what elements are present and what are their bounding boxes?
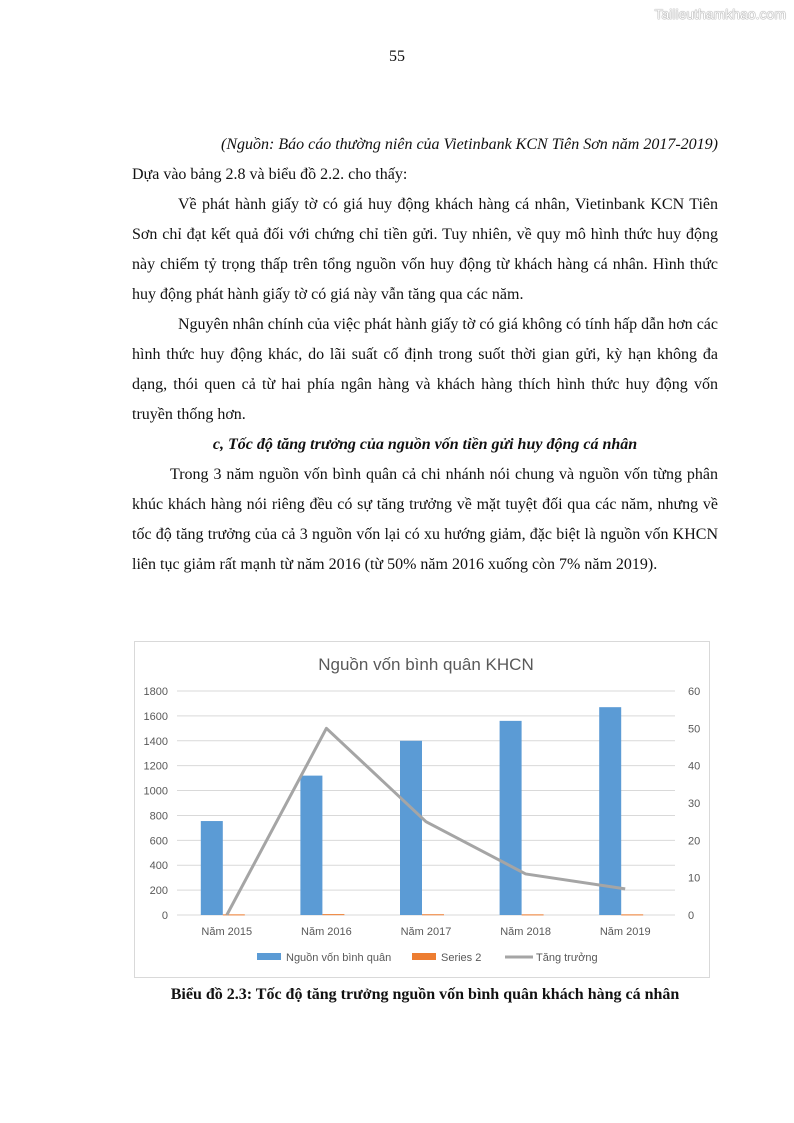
y-tick-label-left: 400 xyxy=(149,860,168,873)
bar-nguon-von xyxy=(599,707,621,915)
y-tick-label-right: 20 xyxy=(688,835,701,848)
line-tang-truong xyxy=(227,728,625,915)
legend-label: Tăng trưởng xyxy=(536,952,598,964)
watermark: Tailieuthamkhao.com xyxy=(654,6,786,22)
legend-swatch xyxy=(412,953,436,960)
paragraph-reasons: Nguyên nhân chính của việc phát hành giấy tờ có giá không có tính hấp dẫn hơn các hình thức huy động khác, do lãi suất cố định trong suốt thời gian gửi, kỳ hạn không đa dạng, thói quen cả từ hai phía ngân hàng và khách hàng thích hình thức huy động vốn truyền thống hơn. xyxy=(132,316,718,423)
chart-caption: Biểu đồ 2.3: Tốc độ tăng trưởng nguồn vốn bình quân khách hàng cá nhân xyxy=(170,986,680,1003)
bar-series-2 xyxy=(322,914,344,915)
y-tick-label-left: 800 xyxy=(149,810,168,823)
page-number: 55 xyxy=(389,48,405,65)
growth-chart xyxy=(135,642,709,977)
bar-series-2 xyxy=(621,914,643,915)
y-tick-label-left: 1000 xyxy=(143,785,168,798)
document-body xyxy=(132,130,718,580)
chart-title: Nguồn vốn bình quân KHCN xyxy=(318,655,534,674)
y-tick-label-right: 10 xyxy=(688,872,701,885)
y-tick-label-left: 200 xyxy=(149,885,168,898)
y-tick-label-left: 1400 xyxy=(143,735,168,748)
bar-nguon-von xyxy=(201,821,223,915)
bar-series-2 xyxy=(422,914,444,915)
x-tick-label: Năm 2017 xyxy=(400,926,452,938)
intro-paragraph: Dựa vào bảng 2.8 và biểu đồ 2.2. cho thấy: xyxy=(132,166,408,183)
y-tick-label-right: 40 xyxy=(688,760,701,773)
y-tick-label-left: 1600 xyxy=(143,710,168,723)
paragraph-issuance: Về phát hành giấy tờ có giá huy động khách hàng cá nhân, Vietinbank KCN Tiên Sơn chỉ đạt kết quả đối với chứng chỉ tiền gửi. Tuy nhiên, về quy mô hình thức huy động này chiếm tỷ trọng thấp trên tổng nguồn vốn huy động từ khách hàng cá nhân. Hình thức huy động phát hành giấy tờ có giá này vẫn tăng qua các năm. xyxy=(132,196,718,303)
y-tick-label-left: 1200 xyxy=(143,760,168,773)
x-tick-label: Năm 2015 xyxy=(201,926,253,938)
y-tick-label-right: 0 xyxy=(688,910,695,922)
paragraph-growth: Trong 3 năm nguồn vốn bình quân cả chi nhánh nói chung và nguồn vốn từng phân khúc khách hàng nói riêng đều có sự tăng trưởng về mặt tuyệt đối qua các năm, nhưng về tốc độ tăng trưởng của cả 3 nguồn vốn lại có xu hướng giảm, đặc biệt là nguồn vốn KHCN liên tục giảm rất mạnh từ năm 2016 (từ 50% năm 2016 xuống còn 7% năm 2019). xyxy=(132,466,718,573)
y-tick-label-left: 0 xyxy=(161,910,168,922)
y-tick-label-left: 1800 xyxy=(143,686,168,698)
legend-label: Series 2 xyxy=(441,952,482,964)
y-tick-label-right: 30 xyxy=(688,798,701,810)
legend-label: Nguồn vốn bình quân xyxy=(286,952,392,964)
bar-nguon-von xyxy=(300,776,322,915)
y-tick-label-right: 60 xyxy=(688,686,701,698)
legend-swatch xyxy=(257,953,281,960)
x-tick-label: Năm 2016 xyxy=(301,926,352,938)
x-tick-label: Năm 2019 xyxy=(599,926,651,938)
bar-nguon-von xyxy=(400,741,422,915)
y-tick-label-left: 600 xyxy=(149,835,168,848)
bar-series-2 xyxy=(522,914,544,915)
source-note: (Nguồn: Báo cáo thường niên của Vietinbank KCN Tiên Sơn năm 2017-2019) xyxy=(220,136,718,153)
bar-nguon-von xyxy=(500,721,522,915)
section-heading: c, Tốc độ tăng trưởng của nguồn vốn tiền gửi huy động cá nhân xyxy=(212,436,638,453)
y-tick-label-right: 50 xyxy=(688,723,701,736)
x-tick-label: Năm 2018 xyxy=(500,926,551,938)
chart-container xyxy=(134,641,710,978)
